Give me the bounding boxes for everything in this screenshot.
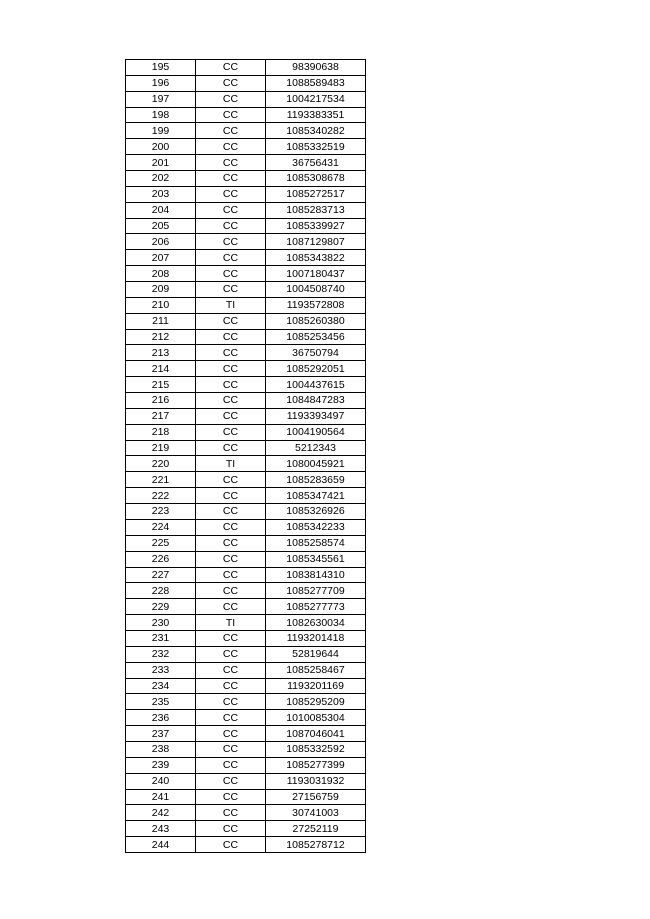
document-type-cell: CC (196, 107, 266, 123)
document-type-cell: CC (196, 91, 266, 107)
row-number-cell: 239 (126, 757, 196, 773)
row-number-cell: 218 (126, 424, 196, 440)
document-id-cell: 1085283659 (266, 472, 366, 488)
table-row (126, 646, 366, 662)
document-id-cell: 36750794 (266, 345, 366, 361)
records-table-body (126, 60, 366, 853)
table-row (126, 123, 366, 139)
row-number-cell: 202 (126, 171, 196, 187)
row-number-cell: 204 (126, 202, 196, 218)
document-id-cell: 1010085304 (266, 710, 366, 726)
row-number-cell: 231 (126, 630, 196, 646)
document-type-cell: TI (196, 456, 266, 472)
table-row (126, 408, 366, 424)
document-type-cell: CC (196, 123, 266, 139)
document-type-cell: CC (196, 757, 266, 773)
row-number-cell: 206 (126, 234, 196, 250)
table-row (126, 234, 366, 250)
table-row (126, 472, 366, 488)
document-id-cell: 1193572808 (266, 297, 366, 313)
document-type-cell: CC (196, 440, 266, 456)
row-number-cell: 205 (126, 218, 196, 234)
table-row (126, 551, 366, 567)
document-id-cell: 52819644 (266, 646, 366, 662)
document-id-cell: 1083814310 (266, 567, 366, 583)
document-type-cell: CC (196, 250, 266, 266)
document-type-cell: CC (196, 551, 266, 567)
row-number-cell: 240 (126, 773, 196, 789)
document-id-cell: 1085277709 (266, 583, 366, 599)
document-type-cell: CC (196, 583, 266, 599)
table-row (126, 789, 366, 805)
row-number-cell: 210 (126, 297, 196, 313)
document-id-cell: 1085340282 (266, 123, 366, 139)
document-type-cell: CC (196, 60, 266, 76)
table-row (126, 361, 366, 377)
document-id-cell: 1085277773 (266, 599, 366, 615)
document-type-cell: TI (196, 297, 266, 313)
table-row (126, 155, 366, 171)
row-number-cell: 207 (126, 250, 196, 266)
table-row (126, 424, 366, 440)
document-id-cell: 1087129807 (266, 234, 366, 250)
document-type-cell: CC (196, 424, 266, 440)
row-number-cell: 211 (126, 313, 196, 329)
table-row (126, 773, 366, 789)
document-type-cell: CC (196, 155, 266, 171)
document-id-cell: 1085278712 (266, 837, 366, 853)
document-id-cell: 1085258574 (266, 535, 366, 551)
table-row (126, 567, 366, 583)
row-number-cell: 236 (126, 710, 196, 726)
row-number-cell: 244 (126, 837, 196, 853)
table-row (126, 757, 366, 773)
row-number-cell: 221 (126, 472, 196, 488)
row-number-cell: 223 (126, 504, 196, 520)
row-number-cell: 235 (126, 694, 196, 710)
table-row (126, 139, 366, 155)
table-row (126, 678, 366, 694)
row-number-cell: 197 (126, 91, 196, 107)
row-number-cell: 217 (126, 408, 196, 424)
document-id-cell: 1084847283 (266, 393, 366, 409)
document-type-cell: CC (196, 171, 266, 187)
table-row (126, 202, 366, 218)
document-id-cell: 1088589483 (266, 75, 366, 91)
table-row (126, 75, 366, 91)
row-number-cell: 220 (126, 456, 196, 472)
table-row (126, 615, 366, 631)
document-id-cell: 1085308678 (266, 171, 366, 187)
table-row (126, 266, 366, 282)
row-number-cell: 199 (126, 123, 196, 139)
table-row (126, 250, 366, 266)
row-number-cell: 238 (126, 741, 196, 757)
row-number-cell: 226 (126, 551, 196, 567)
document-id-cell: 27156759 (266, 789, 366, 805)
document-type-cell: CC (196, 408, 266, 424)
table-row (126, 630, 366, 646)
row-number-cell: 232 (126, 646, 196, 662)
document-type-cell: CC (196, 393, 266, 409)
document-id-cell: 1004217534 (266, 91, 366, 107)
document-id-cell: 1004190564 (266, 424, 366, 440)
row-number-cell: 219 (126, 440, 196, 456)
table-row (126, 282, 366, 298)
row-number-cell: 212 (126, 329, 196, 345)
document-type-cell: CC (196, 662, 266, 678)
table-row (126, 519, 366, 535)
document-type-cell: CC (196, 789, 266, 805)
document-type-cell: CC (196, 535, 266, 551)
table-row (126, 345, 366, 361)
row-number-cell: 203 (126, 186, 196, 202)
row-number-cell: 216 (126, 393, 196, 409)
document-id-cell: 27252119 (266, 821, 366, 837)
document-id-cell: 1085339927 (266, 218, 366, 234)
table-row (126, 313, 366, 329)
document-type-cell: CC (196, 361, 266, 377)
document-id-cell: 1004437615 (266, 377, 366, 393)
row-number-cell: 241 (126, 789, 196, 805)
row-number-cell: 222 (126, 488, 196, 504)
document-type-cell: CC (196, 773, 266, 789)
row-number-cell: 243 (126, 821, 196, 837)
document-id-cell: 1087046041 (266, 726, 366, 742)
row-number-cell: 201 (126, 155, 196, 171)
row-number-cell: 225 (126, 535, 196, 551)
row-number-cell: 224 (126, 519, 196, 535)
row-number-cell: 233 (126, 662, 196, 678)
document-type-cell: CC (196, 266, 266, 282)
table-row (126, 329, 366, 345)
document-id-cell: 98390638 (266, 60, 366, 76)
row-number-cell: 213 (126, 345, 196, 361)
document-type-cell: CC (196, 313, 266, 329)
row-number-cell: 228 (126, 583, 196, 599)
document-id-cell: 1085332519 (266, 139, 366, 155)
document-id-cell: 1085345561 (266, 551, 366, 567)
table-row (126, 91, 366, 107)
row-number-cell: 234 (126, 678, 196, 694)
table-row (126, 583, 366, 599)
document-type-cell: CC (196, 282, 266, 298)
document-type-cell: CC (196, 519, 266, 535)
document-id-cell: 1085272517 (266, 186, 366, 202)
document-id-cell: 1085295209 (266, 694, 366, 710)
document-id-cell: 1193393497 (266, 408, 366, 424)
document-id-cell: 1085342233 (266, 519, 366, 535)
document-id-cell: 1085258467 (266, 662, 366, 678)
document-type-cell: CC (196, 741, 266, 757)
document-id-cell: 1082630034 (266, 615, 366, 631)
document-type-cell: CC (196, 234, 266, 250)
table-row (126, 694, 366, 710)
table-row (126, 107, 366, 123)
table-row (126, 805, 366, 821)
table-row (126, 741, 366, 757)
row-number-cell: 214 (126, 361, 196, 377)
document-id-cell: 1085343822 (266, 250, 366, 266)
document-id-cell: 1085283713 (266, 202, 366, 218)
table-row (126, 186, 366, 202)
document-id-cell: 1085347421 (266, 488, 366, 504)
row-number-cell: 242 (126, 805, 196, 821)
document-id-cell: 1193031932 (266, 773, 366, 789)
row-number-cell: 227 (126, 567, 196, 583)
table-row (126, 456, 366, 472)
document-id-cell: 36756431 (266, 155, 366, 171)
document-id-cell: 1085332592 (266, 741, 366, 757)
document-id-cell: 1080045921 (266, 456, 366, 472)
table-row (126, 297, 366, 313)
table-row (126, 60, 366, 76)
document-id-cell: 1193201418 (266, 630, 366, 646)
document-id-cell: 1085277399 (266, 757, 366, 773)
document-type-cell: CC (196, 186, 266, 202)
document-type-cell: CC (196, 329, 266, 345)
document-id-cell: 1085260380 (266, 313, 366, 329)
table-row (126, 393, 366, 409)
records-table (125, 59, 366, 853)
document-type-cell: CC (196, 805, 266, 821)
document-type-cell: CC (196, 345, 266, 361)
row-number-cell: 230 (126, 615, 196, 631)
document-type-cell: CC (196, 504, 266, 520)
row-number-cell: 215 (126, 377, 196, 393)
document-id-cell: 1193383351 (266, 107, 366, 123)
document-id-cell: 5212343 (266, 440, 366, 456)
document-type-cell: CC (196, 726, 266, 742)
document-type-cell: CC (196, 694, 266, 710)
table-row (126, 837, 366, 853)
document-type-cell: CC (196, 630, 266, 646)
document-type-cell: CC (196, 472, 266, 488)
row-number-cell: 237 (126, 726, 196, 742)
document-type-cell: CC (196, 821, 266, 837)
table-row (126, 821, 366, 837)
document-type-cell: CC (196, 377, 266, 393)
table-row (126, 488, 366, 504)
document-id-cell: 1085253456 (266, 329, 366, 345)
table-row (126, 599, 366, 615)
document-id-cell: 1007180437 (266, 266, 366, 282)
table-row (126, 218, 366, 234)
row-number-cell: 200 (126, 139, 196, 155)
document-id-cell: 1085326926 (266, 504, 366, 520)
document-type-cell: CC (196, 837, 266, 853)
row-number-cell: 229 (126, 599, 196, 615)
document-type-cell: CC (196, 678, 266, 694)
row-number-cell: 208 (126, 266, 196, 282)
document-id-cell: 1193201169 (266, 678, 366, 694)
table-row (126, 440, 366, 456)
table-row (126, 377, 366, 393)
document-type-cell: CC (196, 646, 266, 662)
document-type-cell: TI (196, 615, 266, 631)
document-type-cell: CC (196, 218, 266, 234)
document-id-cell: 1004508740 (266, 282, 366, 298)
document-id-cell: 30741003 (266, 805, 366, 821)
table-row (126, 662, 366, 678)
table-row (126, 171, 366, 187)
table-row (126, 710, 366, 726)
document-type-cell: CC (196, 488, 266, 504)
document-type-cell: CC (196, 599, 266, 615)
row-number-cell: 195 (126, 60, 196, 76)
table-row (126, 504, 366, 520)
document-type-cell: CC (196, 202, 266, 218)
row-number-cell: 198 (126, 107, 196, 123)
document-type-cell: CC (196, 139, 266, 155)
document-type-cell: CC (196, 75, 266, 91)
row-number-cell: 209 (126, 282, 196, 298)
document-id-cell: 1085292051 (266, 361, 366, 377)
table-row (126, 726, 366, 742)
document-type-cell: CC (196, 567, 266, 583)
table-row (126, 535, 366, 551)
row-number-cell: 196 (126, 75, 196, 91)
document-type-cell: CC (196, 710, 266, 726)
